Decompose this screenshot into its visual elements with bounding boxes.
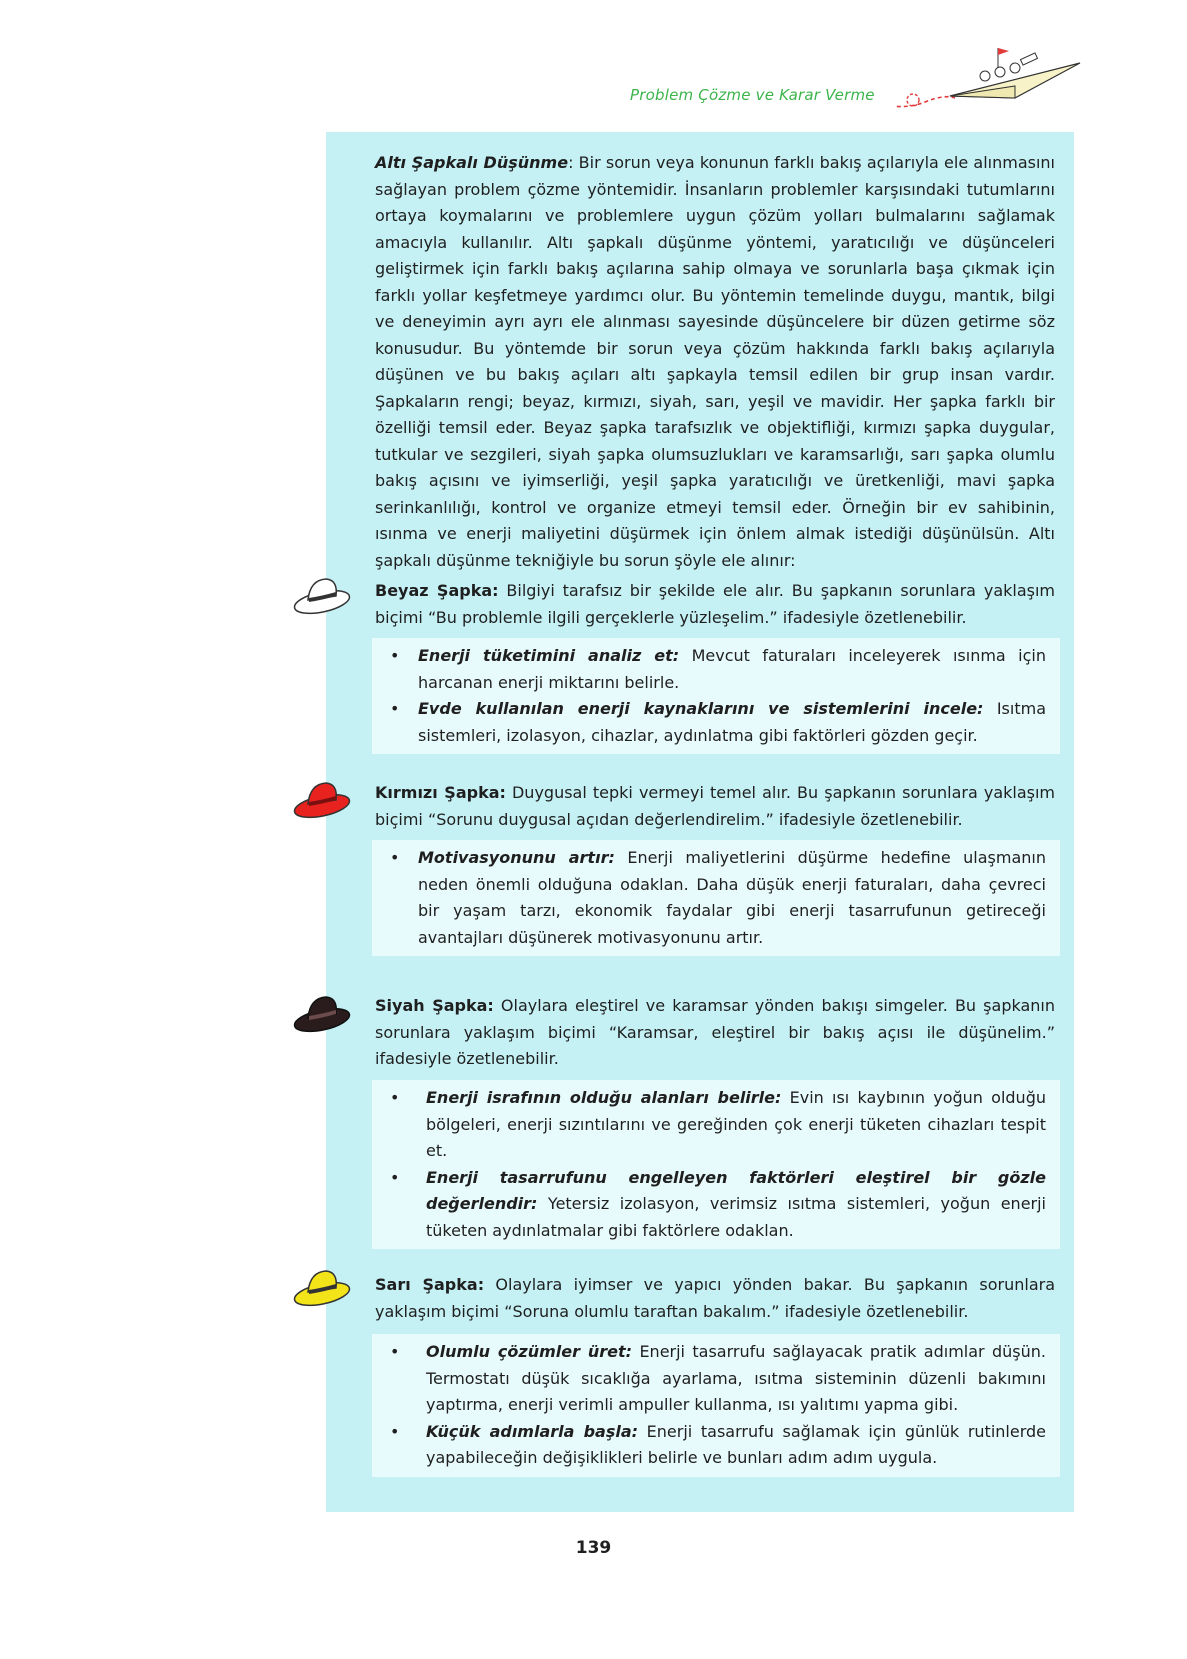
white-hat-text: Bilgiyi tarafsız bir şekilde ele alır. Bu şapkanın sorunlara yaklaşım biçimi “Bu problemle ilgili gerçeklerle yüzleşelim.” ifadesiyle özetlenebilir.	[375, 581, 1056, 627]
black-hat-box	[372, 1080, 1060, 1249]
item-term: Küçük adımlarla başla:	[426, 1421, 639, 1441]
black-hat-icon	[292, 990, 354, 1034]
black-hat-description	[375, 993, 1055, 1073]
item-text: Enerji maliyetlerini düşürme hedefine ulaşmanın neden önemli olduğuna odaklan. Daha düşük enerji faturaları, daha çevreci bir yaşam tarzı, ekonomik faydalar gibi enerji tasarrufunun getireceği avantajları düşünerek motivasyonunu artır.	[418, 848, 1046, 947]
paper-plane-illustration	[895, 38, 1095, 108]
yellow-hat-box	[372, 1334, 1060, 1477]
list-item	[386, 1339, 1046, 1419]
list-item	[386, 845, 1046, 951]
item-text: Enerji tasarrufu sağlamak için günlük rutinlerde yapabileceğin değişiklikleri belirle ve bunları adım adım uygula.	[426, 1421, 1046, 1467]
white-hat-description	[375, 578, 1055, 631]
list-item	[386, 696, 1046, 749]
red-hat-icon	[292, 776, 354, 820]
yellow-hat-description	[375, 1272, 1055, 1325]
red-hat-text: Duygusal tepki vermeyi temel alır. Bu şapkanın sorunlara yaklaşım biçimi “Sorunu duygusal açıdan değerlendirelim.” ifadesiyle özetlenebilir.	[375, 783, 1056, 829]
item-term: Enerji israfının olduğu alanları belirle:	[426, 1088, 782, 1107]
list-item	[386, 1165, 1046, 1245]
white-hat-icon	[292, 572, 354, 616]
list-item	[386, 1419, 1046, 1472]
intro-text: : Bir sorun veya konunun farklı bakış açılarıyla ele alınmasını sağlayan problem çözme yöntemidir. İnsanların problemler karşısındaki tutumlarını ortaya koymalarını ve problemlere uygun çözüm yolları bulmalarını sağlamak amacıyla kullanılır. Altı şapkalı düşünme yöntemi, yaratıcılığı ve düşünceleri geliştirmek için farklı bakış açılarına sahip olmaya ve sorunlarla başa çıkmak için farklı yollar keşfetmeye yardımcı olur. Bu yöntemin temelinde duygu, mantık, bilgi ve deneyimin ayrı ayrı ele alınması sayesinde düşüncelere bir düzen getirme söz konusudur. Bu yöntemde bir sorun veya çözüm hakkında farklı bakış açılarıyla düşünen ve bu bakış açıları altı şapkayla temsil edilen bir grup insan vardır. Şapkaların rengi; beyaz, kırmızı, siyah, sarı, yeşil ve mavidir. Her şapka farklı bir özelliği temsil eder. Beyaz şapka tarafsızlık ve objektifliği, kırmızı şapka duygular, tutkular ve sezgileri, siyah şapka olumsuzlukları ve karamsarlığı, sarı şapka olumlu bakış açısını ve iyimserliği, yeşil şapka yaratıcılığı ve üretkenliği, mavi şapka serinkanlılığı, kontrol ve organize etmeyi temsil eder. Örneğin bir ev sahibinin, ısınma ve enerji maliyetini düşürmek için önlem almak istediği düşünülsün. Altı şapkalı düşünme tekniğiyle bu sorun şöyle ele alınır:	[375, 153, 1055, 570]
item-term: Evde kullanılan enerji kaynaklarını ve sistemlerini incele:	[418, 699, 984, 718]
yellow-hat-label: Sarı Şapka:	[375, 1275, 485, 1294]
red-hat-box	[372, 840, 1060, 956]
item-text: Mevcut faturaları inceleyerek ısınma için harcanan enerji miktarını belirle.	[418, 646, 1047, 692]
page-number: 139	[575, 1538, 612, 1558]
black-hat-text: Olaylara eleştirel ve karamsar yönden bakışı simgeler. Bu şapkanın sorunlara yaklaşım biçimi “Karamsar, eleştirel bir bakış açısı ile düşünelim.” ifadesiyle özetlenebilir.	[375, 996, 1055, 1068]
intro-paragraph	[375, 150, 1055, 574]
item-term: Enerji tasarrufunu engelleyen faktörleri eleştirel bir gözle değerlendir:	[426, 1167, 1046, 1213]
item-text: Enerji tasarrufu sağlayacak pratik adımlar düşün. Termostatı düşük sıcaklığa ayarlama, ısıtma sisteminin düzenli bakımını yaptırma, enerji verimli ampuller kullanma, ısı yalıtımı yapma gibi.	[426, 1342, 1047, 1414]
item-term: Motivasyonunu artır:	[418, 848, 615, 867]
item-term: Enerji tüketimini analiz et:	[418, 646, 680, 665]
item-text: Evin ısı kaybının yoğun olduğu bölgeleri, enerji sızıntılarını ve gereğinden çok enerji tüketen cihazları tespit et.	[426, 1088, 1046, 1160]
yellow-hat-icon	[292, 1264, 354, 1308]
item-text: Yetersiz izolasyon, verimsiz ısıtma sistemleri, yoğun enerji tüketen aydınlatmalar gibi faktörlere odaklan.	[426, 1194, 1046, 1240]
chapter-title: Problem Çözme ve Karar Verme	[630, 86, 875, 104]
list-item	[386, 643, 1046, 696]
red-hat-description	[375, 780, 1055, 833]
white-hat-label: Beyaz Şapka:	[375, 581, 499, 600]
white-hat-box	[372, 638, 1060, 754]
list-item	[386, 1085, 1046, 1165]
item-term: Olumlu çözümler üret:	[426, 1342, 633, 1361]
yellow-hat-text: Olaylara iyimser ve yapıcı yönden bakar. Bu şapkanın sorunlara yaklaşım biçimi “Soruna olumlu taraftan bakalım.” ifadesiyle özetlenebilir.	[375, 1275, 1056, 1321]
black-hat-label: Siyah Şapka:	[375, 996, 494, 1015]
item-text: Isıtma sistemleri, izolasyon, cihazlar, aydınlatma gibi faktörleri gözden geçir.	[418, 699, 1047, 745]
intro-term: Altı Şapkalı Düşünme	[375, 153, 569, 172]
red-hat-label: Kırmızı Şapka:	[375, 783, 506, 802]
